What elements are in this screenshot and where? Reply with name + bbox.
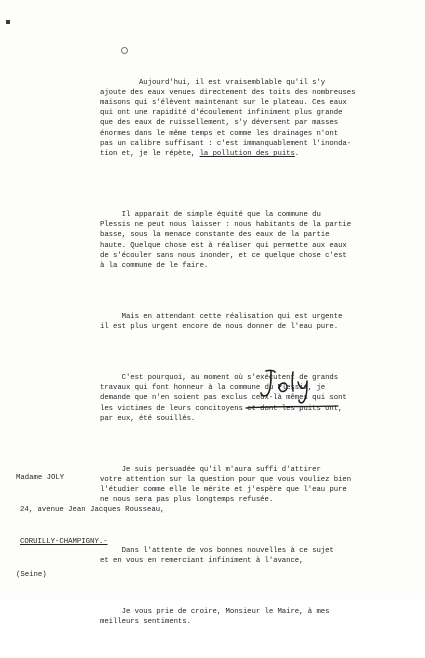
sender-name: Madame JOLY [16,473,65,482]
paragraph-4-line: C'est pourquoi, au moment où s'exécutent de grands [100,373,339,382]
paragraph-2-line: Plessis ne peut nous laisser : nous habitants de la partie [100,221,352,230]
paragraph-1-line: énormes dans le même temps et comme les drainages n'ont [100,129,339,138]
paragraph-6-line: Dans l'attente de vos bonnes nouvelles à ce sujet [100,546,334,555]
paragraph-4-line: demande que n'en soient pas exclus ceux-là mêmes qui sont [100,394,347,403]
paragraph-5-line: ne nous sera pas plus longtemps refusée. [100,496,274,505]
punch-mark [6,20,10,24]
paragraph-1-line: qui ont une rapidité d'écoulement infiniment plus grande [100,109,343,118]
paragraph-2-line: de s'écouler sans nous inonder, et ce quelque chose c'est [100,251,347,260]
paragraph-4-line: par eux, été souillés. [100,414,196,423]
paragraph-1-line: ajoute des eaux venues directement des toits des nombreuses [100,88,356,97]
sender-city: CORUILLY-CHAMPIGNY.- [20,538,108,547]
paragraph-1-tail: . [294,150,300,159]
paragraph-2 [100,210,418,271]
paragraph-3-line: Mais en attendant cette réalisation qui est urgente [100,312,343,321]
paragraph-2-line: Il apparait de simple équité que la commune du [100,211,321,220]
paragraph-6-line: et en vous en remerciant infiniment à l'avance, [100,557,304,566]
paragraph-1-line: pas un calibre suffisant : c'est immanquablement l'inonda- [100,139,352,148]
paragraph-2-line: haute. Quelque chose est à réaliser qui permette aux eaux [100,241,347,250]
paragraph-1 [100,67,418,169]
closing-line: Je vous prie de croire, Monsieur le Maire, à mes [100,607,330,616]
paragraph-1-line: Aujourd'hui, il est vraisemblable qu'il s'y [125,78,326,87]
paragraph-2-line: basse, sous la menace constante des eaux de la partie [100,231,330,240]
paragraph-3-line: il est plus urgent encore de nous donner de l'eau pure. [100,323,339,332]
handwritten-signature [240,366,360,416]
paragraph-4-line: travaux qui font honneur à la commune du Plessis, je [100,384,326,393]
sender-region: (Seine) [16,570,47,579]
paragraph-1-line: tion et, je le répète, [100,150,200,159]
underlined-phrase: la pollution des puits [199,150,295,159]
paragraph-2-line: à la commune de le faire. [100,262,209,271]
sender-street: 24, avenue Jean Jacques Rousseau, [20,505,165,514]
paragraph-4-line: les victimes de leurs concitoyens et dont les puits ont, [100,404,343,413]
paragraph-1-line: que des eaux de ruissellement, s'y déversent par masses [100,119,339,128]
paragraph-3 [100,312,418,332]
sender-address [16,451,165,602]
paragraph-1-line: maisons qui s'élèvent maintenant sur le plateau. Ces eaux [100,99,347,108]
paragraph-5-line: votre attention sur la question pour que vous vouliez bien [100,475,352,484]
paragraph-7 [100,607,418,627]
paragraph-5-line: l'étudier comme elle le mérite et j'espère que l'eau pure [100,485,347,494]
signature-drawing [240,366,360,416]
paragraph-5-line: Je suis persuadée qu'il m'aura suffi d'attirer [100,465,321,474]
closing-line: meilleurs sentiments. [100,618,191,627]
